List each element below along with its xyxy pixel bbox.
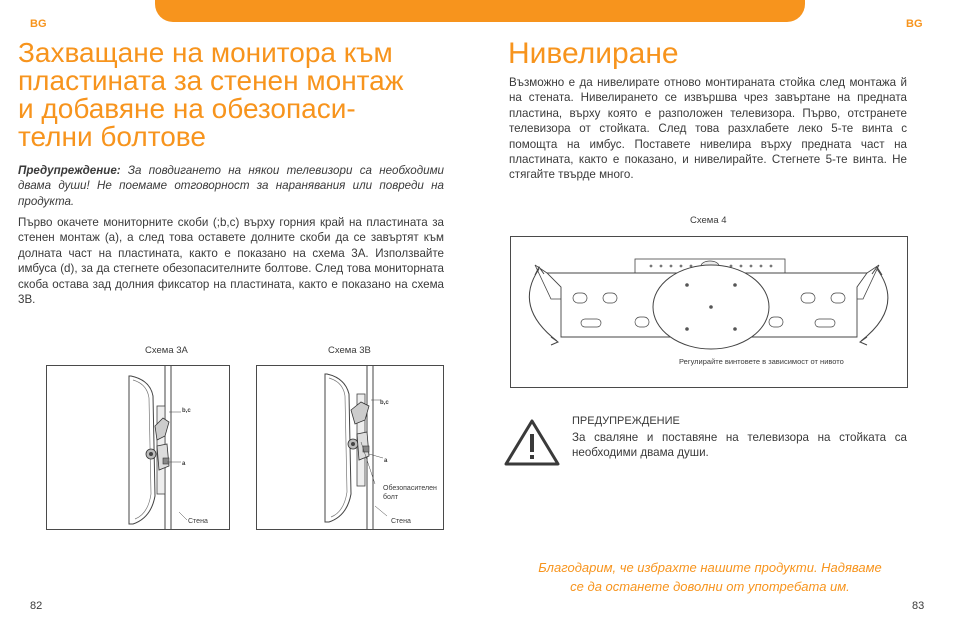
title-line: телни болтове — [18, 121, 206, 152]
scheme-3b-figure — [256, 365, 444, 530]
header-orange-tab — [155, 0, 805, 22]
scheme-3a-label-a: a — [182, 461, 186, 467]
scheme-3a-label-bc: b,c — [182, 408, 191, 414]
warning-text: За сваляне и поставяне на телевизора на стойката са необходими двама души. — [572, 431, 907, 460]
scheme-3a-label-wall: Стена — [188, 518, 208, 525]
title-line: пластината за стенен монтаж — [18, 65, 404, 96]
thanks-line: Благодарим, че избрахте нашите продукти. Надяваме — [538, 560, 882, 575]
right-page-title: Нивелиране — [508, 37, 679, 70]
title-line: Захващане на монитора към — [18, 37, 393, 68]
scheme-3a-figure — [46, 365, 230, 530]
scheme-3a-caption: Схема 3А — [145, 345, 188, 356]
warning-heading: ПРЕДУПРЕЖДЕНИЕ — [572, 415, 680, 427]
left-warning-paragraph — [18, 163, 444, 209]
scheme-3a-drawing — [47, 366, 229, 529]
page-number-right: 83 — [912, 600, 925, 612]
language-tag-left: BG — [30, 18, 47, 30]
language-tag-right: BG — [906, 18, 923, 30]
left-instructions-paragraph: Първо окачете мониторните скоби (;b,c) върху горния край на пластината за стенен монтаж (а), а след това оставете долните скоби да се завъртят към долната част на пластината, както е показано на схема 3А. Използвайте имбуса (d), за да стегнете обезопасителните болтове. След това мониторната скоба остава зад долния фиксатор на пластината, както е показано на схема 3B. — [18, 216, 444, 307]
scheme-3b-label-wall: Стена — [391, 518, 411, 525]
title-line: и добавяне на обезопаси- — [18, 93, 356, 124]
page-number-left: 82 — [30, 600, 43, 612]
warning-label: Предупреждение: — [18, 164, 121, 177]
scheme-4-caption: Схема 4 — [690, 215, 727, 226]
scheme-3b-label-a: a — [384, 458, 388, 464]
warning-text: За повдигането на някои телевизори са необходими двама души! Не поемаме отговорност за наранявания или повреди на продукта. — [18, 164, 444, 208]
scheme-3b-label-bc: b,c — [380, 400, 389, 406]
scheme-4-adjust-label: Регулирайте винтовете в зависимост от нивото — [679, 357, 844, 366]
scheme-3b-drawing — [257, 366, 443, 529]
thanks-line: се да останете доволни от употребата им. — [570, 579, 850, 594]
scheme-3b-caption: Схема 3B — [328, 345, 371, 356]
right-instructions-paragraph: Възможно е да нивелирате отново монтираната стойка след монтажа й на стената. Нивелирането се извършва чрез завъртане на предната пластина, върху която е разположен телевизора. Първо, отстранете телевизора от стойката. След това разхлабете леко 5-те винта с помощта на имбус. Поставете нивелира върху предната част на пластината, както е показано, и нивелирайте. Стегнете 5-те винта. Не стягайте твърде много. — [509, 76, 907, 182]
scheme-3b-label-bolt: Обезопасителен болт — [383, 485, 437, 501]
warning-triangle-icon — [503, 417, 561, 467]
thanks-message — [500, 558, 920, 596]
